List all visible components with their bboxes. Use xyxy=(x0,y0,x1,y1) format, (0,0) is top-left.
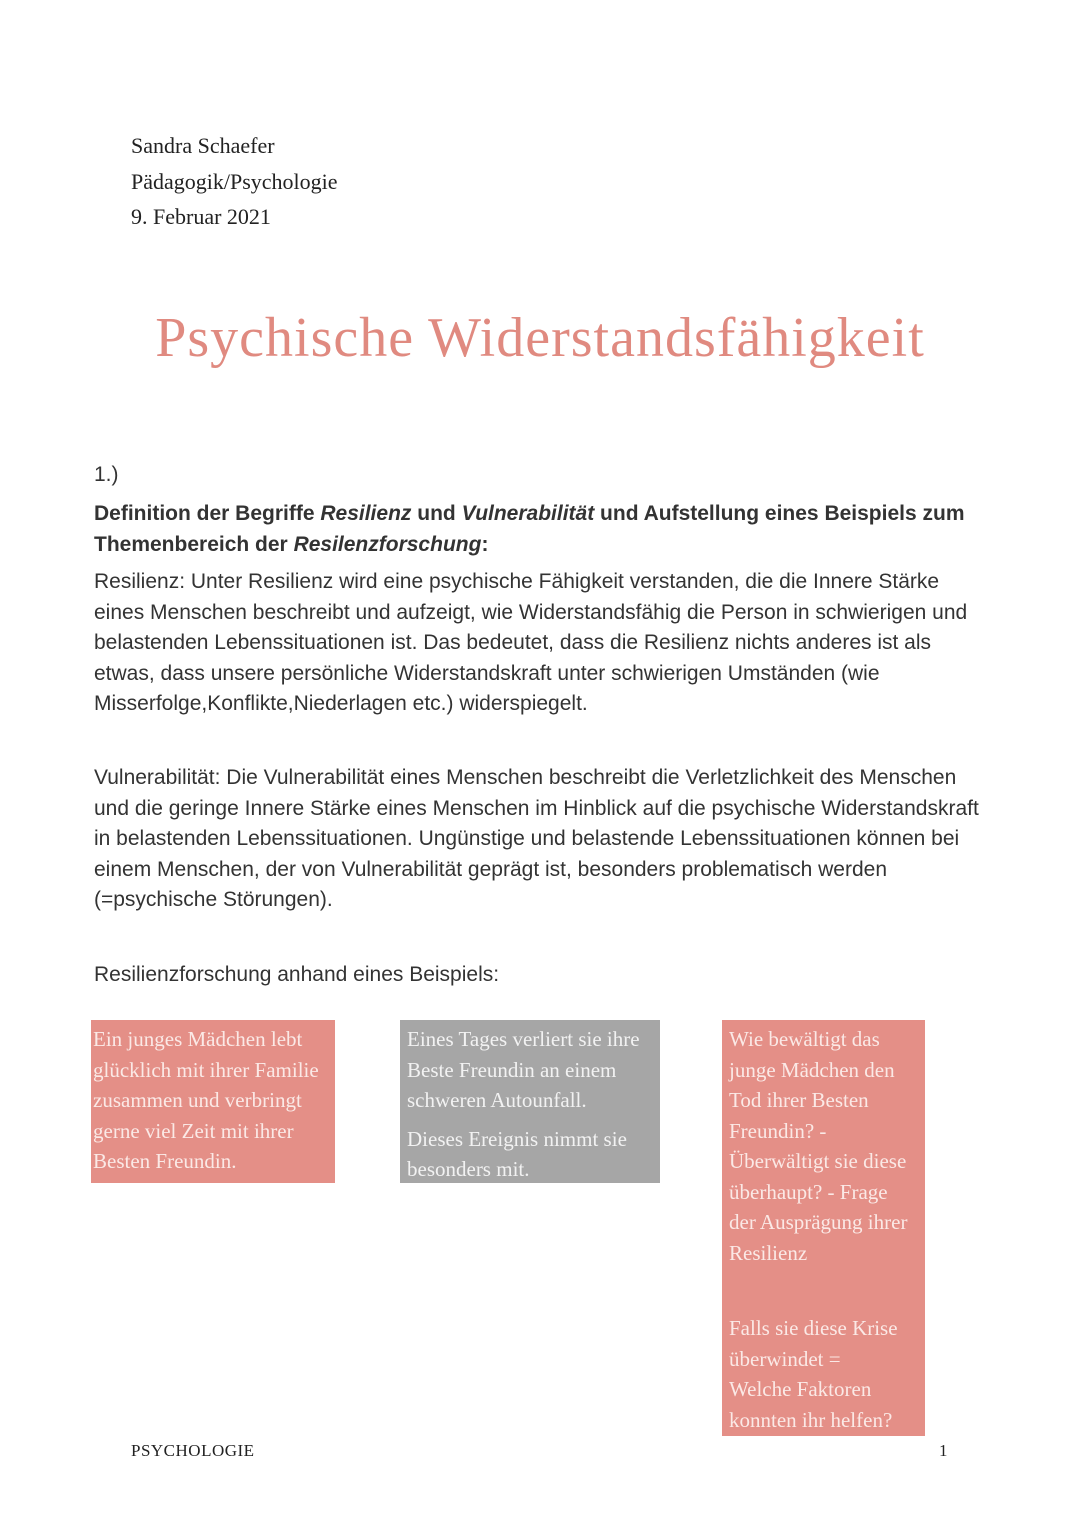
box-line: Eines Tages verliert sie ihre xyxy=(407,1027,640,1051)
box-line: glücklich mit ihrer Familie xyxy=(93,1057,319,1082)
heading-text: Definition der Begriffe xyxy=(94,502,321,525)
box-line: Wie bewältigt das xyxy=(729,1027,880,1051)
box-line: besonders mit. xyxy=(407,1157,530,1181)
footer-label: PSYCHOLOGIE xyxy=(131,1441,255,1460)
subject-line: Pädagogik/Psychologie xyxy=(131,168,338,194)
box-line: Besten Freundin. xyxy=(93,1149,237,1173)
example-box-event xyxy=(400,1020,660,1183)
box-line: Dieses Ereignis nimmt sie xyxy=(407,1126,627,1151)
section-heading xyxy=(94,499,994,560)
example-box-question xyxy=(722,1020,925,1436)
paragraph-resilienz: Resilienz: Unter Resilienz wird eine psychische Fähigkeit verstanden, die die Innere Stärke eines Menschen beschreibt und aufzeigt, wie Widerstandsfähig die Person in schwierigen und belastenden Lebenssituationen ist. Das bedeutet, dass die Resilienz nichts anderes ist als etwas, dass unsere persönliche Widerstandskraft unter schwierigen Umständen (wie Misserfolge,Konflikte,Niederlagen etc.) widerspiegelt. xyxy=(94,570,968,715)
box-line: Freundin? - xyxy=(729,1118,827,1143)
heading-term-vulnerabilitaet: Vulnerabilität xyxy=(461,502,595,525)
paragraph-vulnerabilitaet: Vulnerabilität: Die Vulnerabilität eines Menschen beschreibt die Verletzlichkeit des Menschen und die geringe Innere Stärke eines Menschen im Hinblick auf die psychische Widerstandskraft in belastenden Lebenssituationen. Ungünstige und belastende Lebenssituationen können bei einem Menschen, der von Vulnerabilität geprägt ist, besonders problematisch werden (=psychische Störungen). xyxy=(94,766,979,911)
heading-text: und Aufstellung eines Beispiels zum Themenbereich der xyxy=(94,502,965,556)
box-line: junge Mädchen den xyxy=(729,1057,895,1082)
box-line: Beste Freundin an einem xyxy=(407,1057,617,1082)
author-name: Sandra Schaefer xyxy=(131,133,275,158)
box-line: gerne viel Zeit mit ihrer xyxy=(93,1118,294,1143)
box-line: Resilienz xyxy=(729,1240,808,1265)
box-line: Falls sie diese Krise xyxy=(729,1316,898,1340)
box-line: Welche Faktoren xyxy=(729,1377,872,1401)
section-number: 1.) xyxy=(94,463,119,486)
heading-text: und xyxy=(411,502,462,525)
box-spacer xyxy=(407,1116,658,1124)
box-line: Ein junges Mädchen lebt xyxy=(93,1027,303,1051)
example-box-situation xyxy=(91,1020,335,1183)
box-line: konnten ihr helfen? xyxy=(729,1407,893,1432)
box-line: überwindet = xyxy=(729,1346,841,1371)
box-line: der Ausprägung ihrer xyxy=(729,1210,908,1234)
box-spacer xyxy=(729,1268,923,1313)
paragraph-beispiel-intro: Resilienzforschung anhand eines Beispiels: xyxy=(94,963,500,986)
document-header xyxy=(131,128,338,235)
box-line: Tod ihrer Besten xyxy=(729,1088,869,1112)
date-line: 9. Februar 2021 xyxy=(131,204,271,229)
heading-term-resilienz: Resilienz xyxy=(320,502,412,525)
box-line: überhaupt? - Frage xyxy=(729,1179,888,1204)
box-line: schweren Autounfall. xyxy=(407,1088,587,1112)
box-line: Überwältigt sie diese xyxy=(729,1149,907,1173)
heading-term-resilenzforschung: Resilenzforschung xyxy=(293,532,482,556)
box-line: zusammen und verbringt xyxy=(93,1088,302,1112)
heading-text: : xyxy=(481,532,489,556)
page-number: 1 xyxy=(939,1441,948,1460)
document-title: Psychische Widerstandsfähigkeit xyxy=(155,307,925,369)
